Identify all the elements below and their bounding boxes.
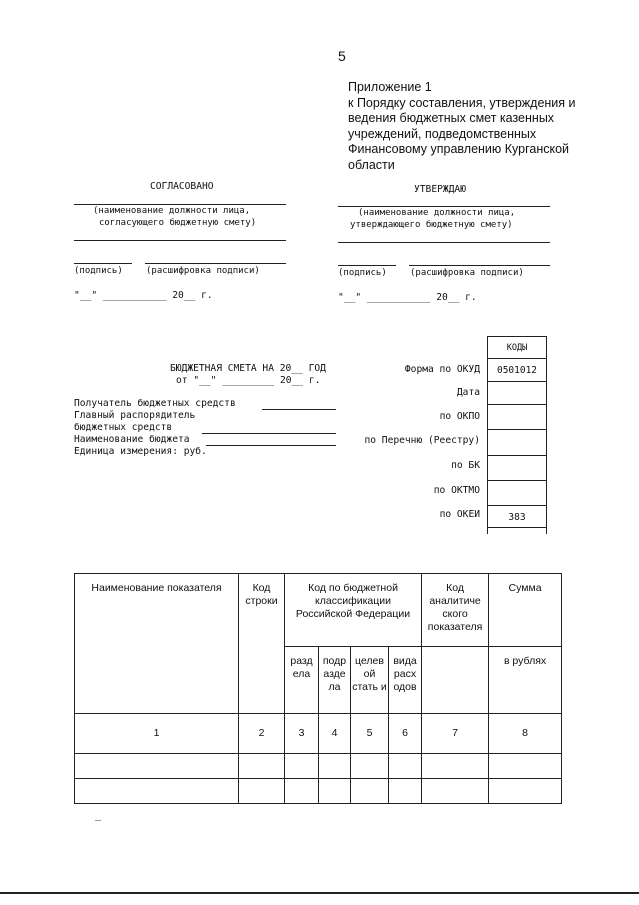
column-number: 7 <box>422 714 489 754</box>
column-number: 5 <box>351 714 389 754</box>
code-value-bk <box>488 456 546 481</box>
table-row <box>75 754 562 779</box>
manager-line <box>202 433 336 434</box>
code-label-okei: по ОКЕИ <box>439 509 480 520</box>
approved-position-line <box>338 206 550 207</box>
table-cell <box>389 779 422 804</box>
agreed-title: СОГЛАСОВАНО <box>150 181 214 192</box>
approved-decoding-caption: (расшифровка подписи) <box>410 268 524 278</box>
table-cell <box>351 754 389 779</box>
page-number: 5 <box>338 48 346 64</box>
header-rubles: в рублях <box>489 647 562 714</box>
appendix-line: ведения бюджетных смет казенных <box>348 111 555 125</box>
column-number: 4 <box>319 714 351 754</box>
agreed-signature-line <box>74 263 132 264</box>
code-value-okud: 0501012 <box>488 359 546 382</box>
agreed-decoding-line <box>145 263 286 264</box>
code-value-registry <box>488 430 546 456</box>
header-section: разд ела <box>285 647 319 714</box>
budget-name-label: Наименование бюджета <box>74 434 190 445</box>
table-row <box>75 779 562 804</box>
codes-tail <box>488 528 546 534</box>
manager-label-2: бюджетных средств <box>74 422 173 433</box>
header-target: целев ой стать и <box>351 647 389 714</box>
header-analytic-sub <box>422 647 489 714</box>
agreed-signature-caption: (подпись) <box>74 266 123 276</box>
codes-box <box>487 336 547 534</box>
approved-title: УТВЕРЖДАЮ <box>414 184 466 195</box>
budget-name-line <box>206 445 336 446</box>
budget-date: от "__" _________ 20__ г. <box>176 375 321 386</box>
table-cell <box>75 754 239 779</box>
column-number: 3 <box>285 714 319 754</box>
appendix-line: Приложение 1 <box>348 80 432 94</box>
column-number: 2 <box>239 714 285 754</box>
appendix-line: Финансовому управлению Курганской <box>348 142 570 156</box>
table-cell <box>351 779 389 804</box>
appendix-note <box>348 80 598 173</box>
approved-date: "__" ___________ 20__ г. <box>338 292 477 303</box>
header-analytic: Код аналитиче ского показателя <box>422 574 489 647</box>
recipient-line <box>262 409 336 410</box>
header-subsection: подр азде ла <box>319 647 351 714</box>
header-classification: Код по бюджетной классификации Российской Федерации <box>285 574 422 647</box>
code-label-oktmo: по ОКТМО <box>433 485 480 496</box>
table-cell <box>239 754 285 779</box>
table-cell <box>422 754 489 779</box>
table-cell <box>422 779 489 804</box>
header-code: Код строки <box>239 574 285 714</box>
table-cell <box>489 779 562 804</box>
agreed-decoding-caption: (расшифровка подписи) <box>146 266 260 276</box>
code-label-date: Дата <box>456 387 480 398</box>
approved-decoding-line <box>409 265 550 266</box>
approved-position-line-2 <box>338 242 550 243</box>
code-value-okpo <box>488 405 546 430</box>
manager-label: Главный распорядитель <box>74 410 196 421</box>
approved-signature-caption: (подпись) <box>338 268 387 278</box>
unit-label: Единица измерения: руб. <box>74 446 207 457</box>
header-expense: вида расх одов <box>389 647 422 714</box>
page-bottom-border <box>0 892 639 894</box>
agreed-position-line-2 <box>74 240 286 241</box>
header-sum: Сумма <box>489 574 562 647</box>
column-number: 6 <box>389 714 422 754</box>
code-label-okud: Форма по ОКУД <box>404 364 480 375</box>
code-label-bk: по БК <box>451 460 480 471</box>
code-label-okpo: по ОКПО <box>439 411 480 422</box>
appendix-line: области <box>348 157 395 172</box>
approved-position-caption: утверждающего бюджетную смету) <box>350 220 513 230</box>
column-number: 1 <box>75 714 239 754</box>
column-number: 8 <box>489 714 562 754</box>
table-cell <box>489 754 562 779</box>
table-cell <box>285 754 319 779</box>
table-cell <box>319 754 351 779</box>
budget-table <box>74 573 562 804</box>
header-name: Наименование показателя <box>75 574 239 714</box>
table-cell <box>319 779 351 804</box>
approved-position-caption: (наименование должности лица, <box>358 208 516 218</box>
appendix-line: учреждений, подведомственных <box>348 126 537 141</box>
budget-title: БЮДЖЕТНАЯ СМЕТА НА 20__ ГОД <box>170 363 326 374</box>
code-value-oktmo <box>488 481 546 506</box>
codes-header: КОДЫ <box>488 336 546 359</box>
code-value-date <box>488 382 546 405</box>
scan-mark <box>95 820 101 821</box>
table-cell <box>285 779 319 804</box>
agreed-position-caption: согласующего бюджетную смету) <box>99 218 257 228</box>
agreed-date: "__" ___________ 20__ г. <box>74 290 213 301</box>
table-cell <box>239 779 285 804</box>
approved-signature-line <box>338 265 396 266</box>
agreed-position-caption: (наименование должности лица, <box>93 206 251 216</box>
agreed-position-line <box>74 204 286 205</box>
table-cell <box>75 779 239 804</box>
recipient-label: Получатель бюджетных средств <box>74 398 236 409</box>
table-cell <box>389 754 422 779</box>
code-value-okei: 383 <box>488 506 546 528</box>
appendix-line: к Порядку составления, утверждения и <box>348 95 576 110</box>
code-label-registry: по Перечню (Реестру) <box>364 435 480 446</box>
